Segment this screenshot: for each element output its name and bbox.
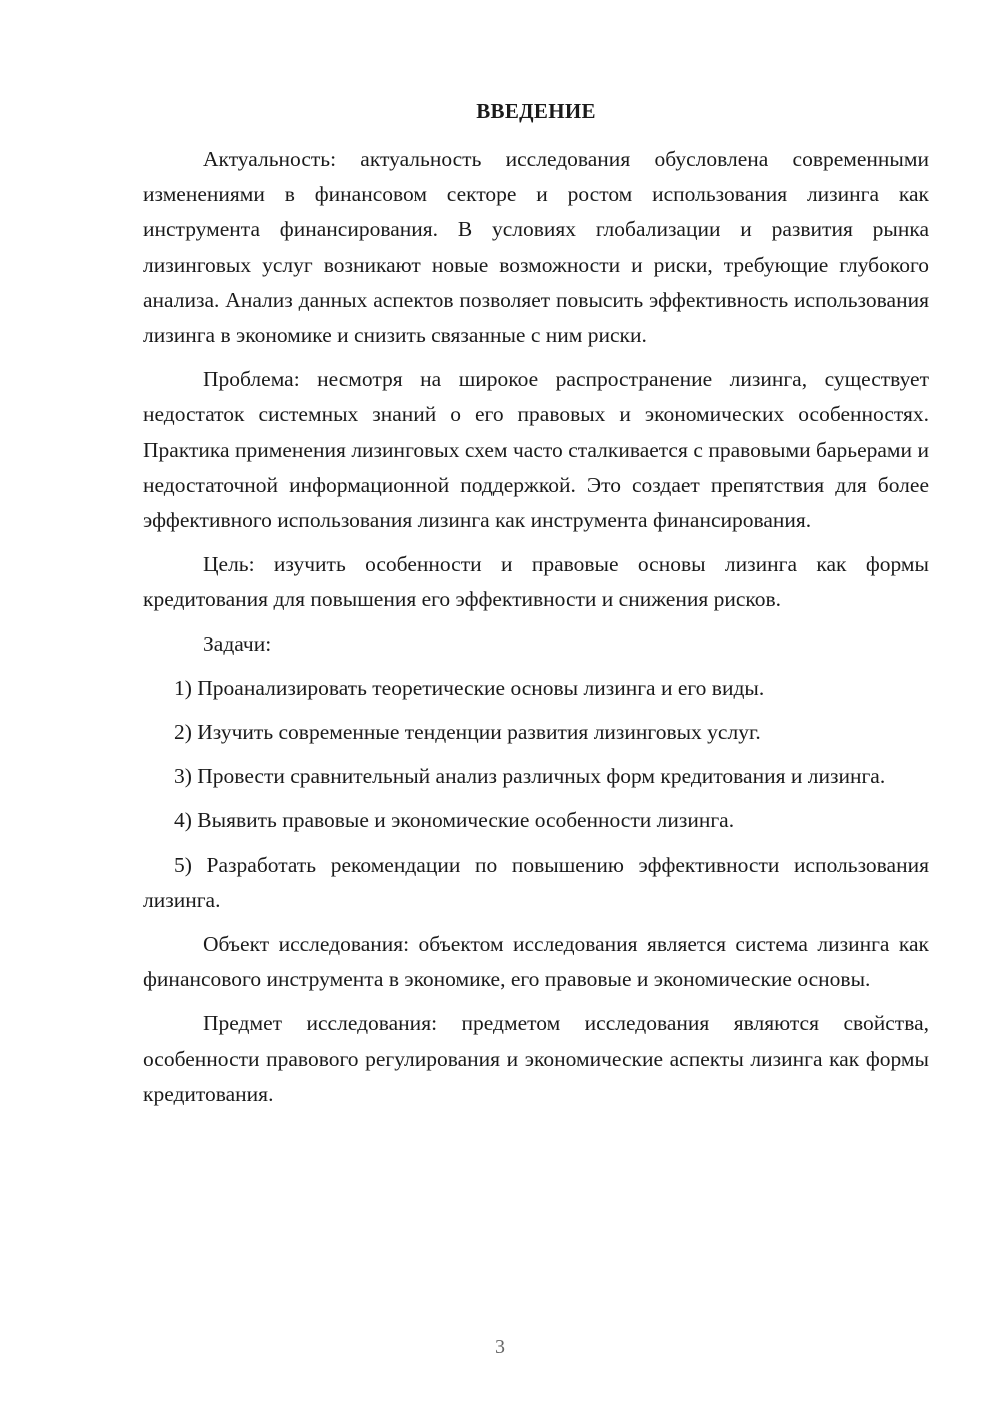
paragraph-subject: Предмет исследования: предметом исследования являются свойства, особенности правового регулирования и экономические аспекты лизинга как формы кредитования. [143, 1011, 929, 1106]
task-item-2: 2) Изучить современные тенденции развития лизинговых услуг. [174, 720, 761, 745]
page-title: ВВЕДЕНИЕ [476, 99, 596, 123]
paragraph-goal: Цель: изучить особенности и правовые основы лизинга как формы кредитования для повышения его эффективности и снижения рисков. [143, 552, 929, 612]
paragraph-relevance: Актуальность: актуальность исследования обусловлена современными изменениями в финансовом секторе и ростом использования лизинга как инструмента финансирования. В условиях глобализации и развития рынка лизинговых услуг возникают новые возможности и риски, требующие глубокого анализа. Анализ данных аспектов позволяет повысить эффективность использования лизинга в экономике и снизить связанные с ним риски. [143, 147, 929, 348]
paragraph-object: Объект исследования: объектом исследования является система лизинга как финансового инструмента в экономике, его правовые и экономические основы. [143, 932, 929, 992]
paragraph-problem: Проблема: несмотря на широкое распространение лизинга, существует недостаток системных знаний о его правовых и экономических особенностях. Практика применения лизинговых схем часто сталкивается с правовыми барьерами и недостаточной информационной поддержкой. Это создает препятствия для более эффективного использования лизинга как инструмента финансирования. [143, 367, 929, 533]
page-number: 3 [495, 1336, 505, 1358]
task-item-3: 3) Провести сравнительный анализ различных форм кредитования и лизинга. [174, 764, 886, 789]
task-item-1: 1) Проанализировать теоретические основы лизинга и его виды. [174, 675, 765, 700]
task-item-4: 4) Выявить правовые и экономические особенности лизинга. [174, 808, 735, 833]
task-item-5: 5) Разработать рекомендации по повышению эффективности использования лизинга. [143, 852, 929, 912]
document-body [143, 142, 929, 1121]
tasks-heading: Задачи: [203, 631, 272, 656]
